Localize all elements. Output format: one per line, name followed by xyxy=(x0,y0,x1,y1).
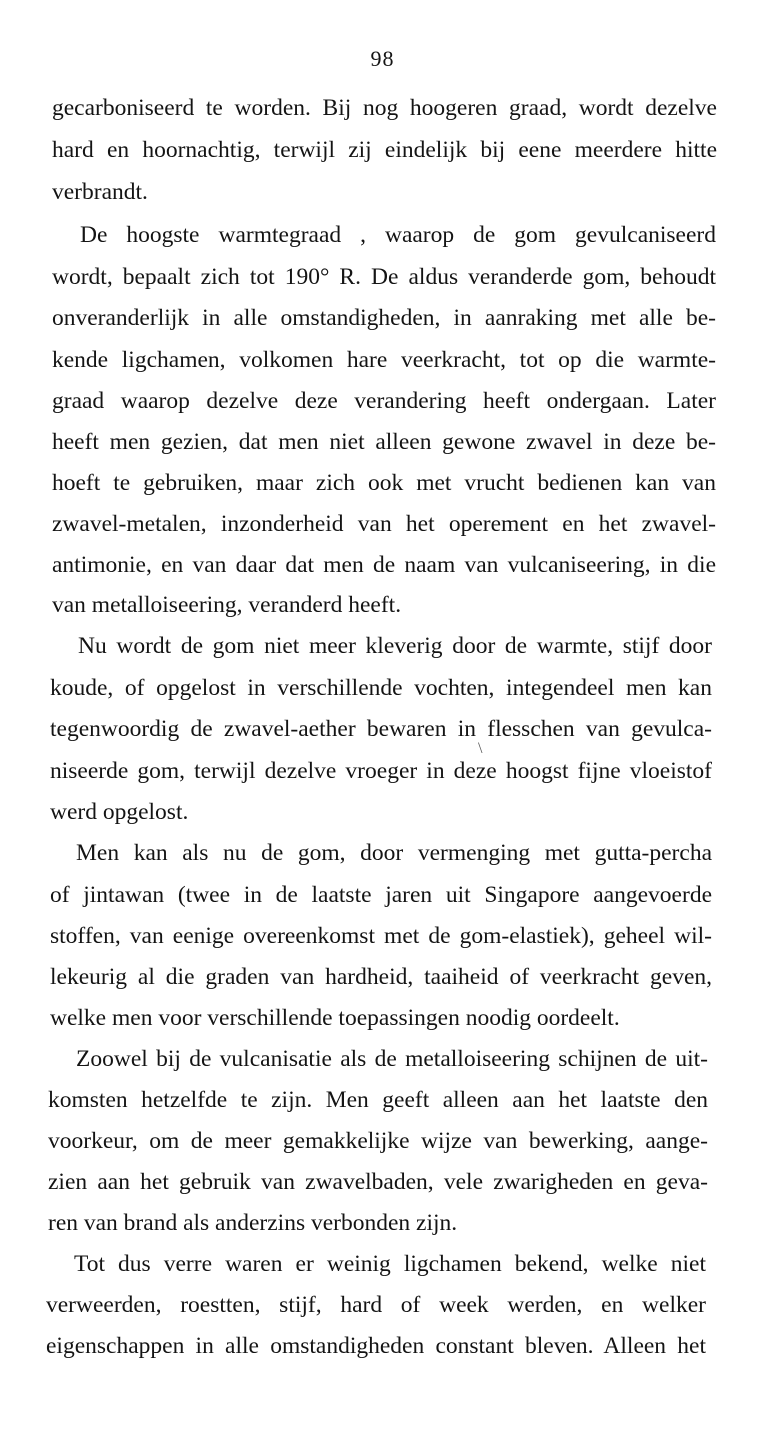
text-line: voorkeur, om de meer gemakkelijke wijze van bewerking, aange- xyxy=(48,1128,708,1154)
text-line: Zoowel bij de vulcanisatie als de metalloiseering schijnen de uit- xyxy=(76,1046,708,1072)
text-line: Nu wordt de gom niet meer kleverig door de warmte, stijf door xyxy=(78,633,712,659)
text-line: antimonie, en van daar dat men de naam van vulcaniseering, in die xyxy=(52,552,716,578)
text-line: graad waarop dezelve deze verandering heeft ondergaan. Later xyxy=(52,388,716,414)
text-line: komsten hetzelfde te zijn. Men geeft alleen aan het laatste den xyxy=(48,1087,708,1113)
text-line: of jintawan (twee in de laatste jaren uit Singapore aangevoerde xyxy=(50,882,712,908)
text-line: verweerden, roestten, stijf, hard of week werden, en welker xyxy=(46,1292,706,1318)
text-line: kende ligchamen, volkomen hare veerkracht, tot op die warmte- xyxy=(52,347,716,373)
text-line: hard en hoornachtig, terwijl zij eindelijk bij eene meerdere hitte xyxy=(52,137,717,163)
text-line: van metalloiseering, veranderd heeft. xyxy=(52,592,402,618)
text-line: niseerde gom, terwijl dezelve vroeger in deze hoogst fijne vloeistof xyxy=(50,758,712,784)
text-line: Men kan als nu de gom, door vermenging met gutta-percha xyxy=(76,840,712,866)
text-line: hoeft te gebruiken, maar zich ook met vrucht bedienen kan van xyxy=(52,470,716,496)
text-line: zien aan het gebruik van zwavelbaden, vele zwarigheden en geva- xyxy=(48,1169,708,1195)
text-line: stoffen, van eenige overeenkomst met de gom-elastiek), geheel wil- xyxy=(50,923,712,949)
text-line: De hoogste warmtegraad , waarop de gom gevulcaniseerd xyxy=(80,222,716,248)
text-line: welke men voor verschillende toepassingen noodig oordeelt. xyxy=(50,1005,620,1031)
text-line: gecarboniseerd te worden. Bij nog hoogeren graad, wordt dezelve xyxy=(52,95,717,121)
text-line: zwavel-metalen, inzonderheid van het operement en het zwavel- xyxy=(52,511,716,537)
text-line: eigenschappen in alle omstandigheden constant bleven. Alleen het xyxy=(46,1333,706,1359)
text-line: heeft men gezien, dat men niet alleen gewone zwavel in deze be- xyxy=(52,429,716,455)
text-line: onveranderlijk in alle omstandigheden, in aanraking met alle be- xyxy=(52,305,716,331)
text-line: wordt, bepaalt zich tot 190° R. De aldus veranderde gom, behoudt xyxy=(52,264,716,290)
text-line: verbrandt. xyxy=(52,179,148,205)
page-number: 98 xyxy=(370,46,395,71)
text-line: tegenwoordig de zwavel-aether bewaren in flesschen van gevulca- xyxy=(50,716,712,742)
text-line: Tot dus verre waren er weinig ligchamen bekend, welke niet xyxy=(74,1251,706,1277)
text-line: werd opgelost. xyxy=(50,799,189,825)
text-line: koude, of opgelost in verschillende vochten, integendeel men kan xyxy=(50,675,712,701)
text-line: lekeurig al die graden van hardheid, taaiheid of veerkracht geven, xyxy=(50,964,712,990)
text-line: ren van brand als anderzins verbonden zijn. xyxy=(48,1210,458,1236)
insertion-mark: \ xyxy=(478,740,483,757)
